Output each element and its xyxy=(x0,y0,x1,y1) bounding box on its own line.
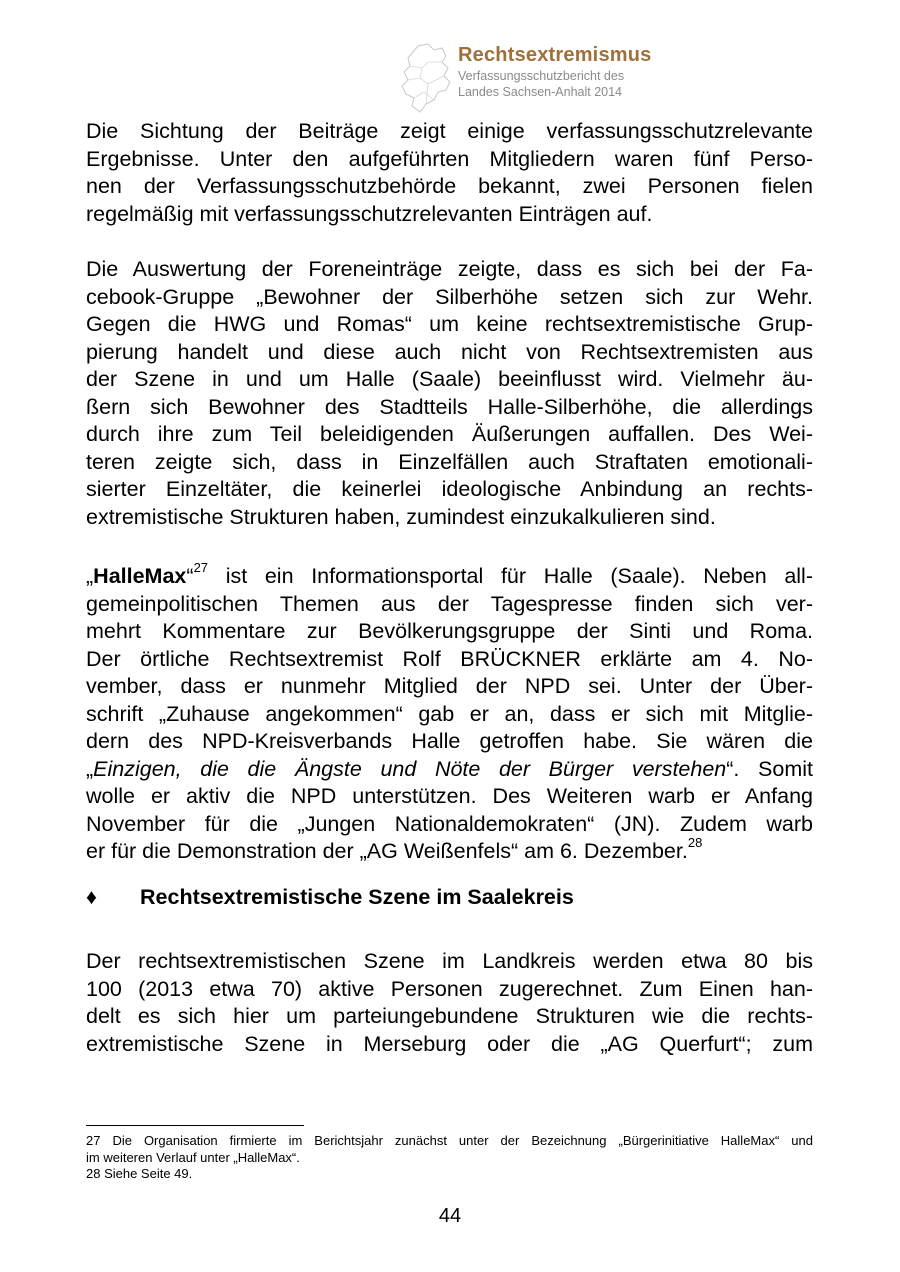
footnote-ref-27[interactable]: 27 xyxy=(193,559,209,575)
hallemax-name: HalleMax xyxy=(93,564,187,588)
text-line: gemeinpolitischen Themen aus der Tagespresse finden sich ver- xyxy=(86,591,813,616)
quote-open: „ xyxy=(86,756,94,781)
section-heading xyxy=(86,885,574,910)
text-line: Der rechtsextremistischen Szene im Landkreis werden etwa 80 bis xyxy=(86,949,813,973)
text-line: cebook-Gruppe „Bewohner der Silberhöhe setzen sich zur Wehr. xyxy=(86,284,813,309)
paragraph-3 xyxy=(86,559,813,866)
text-line xyxy=(86,559,813,591)
text-line: Ergebnisse. Unter den aufgeführten Mitgliedern waren fünf Perso- xyxy=(86,146,813,171)
footnote-divider xyxy=(86,1125,304,1126)
text-line: mehrt Kommentare zur Bevölkerungsgruppe der Sinti und Roma. xyxy=(86,619,813,643)
footnote-27-line1: 27 Die Organisation firmierte im Berichtsjahr zunächst unter der Bezeichnung „Bürgerinitiative HalleMax“ und xyxy=(86,1133,813,1148)
text-line xyxy=(86,834,813,866)
line-text: ist ein Informationsportal für Halle (Saale). Neben all- xyxy=(208,564,813,588)
section-heading-text: Rechtsextremistische Szene im Saalekreis xyxy=(140,885,574,909)
text-line: teren zeigte sich, dass in Einzelfällen auch Straftaten emotionali- xyxy=(86,449,813,474)
line-text: er für die Demonstration der „AG Weißenfels“ am 6. Dezember. xyxy=(86,839,688,863)
text-line: Die Auswertung der Foreneinträge zeigte, dass es sich bei der Fa- xyxy=(86,257,813,281)
quote-italic: Einzigen, die die Ängste und Nöte der Bürger verstehen xyxy=(93,756,727,781)
text-line: extremistische Szene in Merseburg oder die „AG Querfurt“; zum xyxy=(86,1031,813,1056)
text-line: Gegen die HWG und Romas“ um keine rechtsextremistische Grup- xyxy=(86,312,813,336)
header-subtitle-line2: Landes Sachsen-Anhalt 2014 xyxy=(458,85,623,99)
text-line: ßern sich Bewohner des Stadtteils Halle-Silberhöhe, die allerdings xyxy=(86,394,813,419)
saxony-anhalt-map-icon xyxy=(398,42,458,114)
text-line: vember, dass er nunmehr Mitglied der NPD sei. Unter der Über- xyxy=(86,674,813,698)
text-line xyxy=(86,756,813,784)
text-line: schrift „Zuhause angekommen“ gab er an, dass er sich mit Mitglie- xyxy=(86,701,813,726)
text-line: Der örtliche Rechtsextremist Rolf BRÜCKNER erklärte am 4. No- xyxy=(86,646,813,671)
diamond-bullet-icon: ♦ xyxy=(86,885,97,909)
page-number: 44 xyxy=(438,1205,462,1227)
text-line: nen der Verfassungsschutzbehörde bekannt, zwei Personen fielen xyxy=(86,174,813,198)
text-line: wolle er aktiv die NPD unterstützen. Des Weiteren warb er Anfang xyxy=(86,784,813,808)
footnote-ref-28[interactable]: 28 xyxy=(687,834,703,850)
paragraph-4 xyxy=(86,948,813,1058)
text-line: regelmäßig mit verfassungsschutzrelevanten Einträgen auf. xyxy=(86,201,653,226)
footnotes xyxy=(86,1133,813,1183)
document-header xyxy=(398,42,698,114)
footnote-28: 28 Siehe Seite 49. xyxy=(86,1166,193,1181)
header-title: Rechtsextremismus xyxy=(458,44,652,66)
open-quote: „ xyxy=(86,564,94,588)
text-line: delt es sich hier um parteiungebundene Strukturen wie die rechts- xyxy=(86,1004,813,1028)
text-line: 100 (2013 etwa 70) aktive Personen zugerechnet. Zum Einen han- xyxy=(86,976,813,1001)
text-line: dern des NPD-Kreisverbands Halle getroffen habe. Sie wären die xyxy=(86,729,813,753)
paragraph-1 xyxy=(86,118,813,228)
text-line: der Szene in und um Halle (Saale) beeinflusst wird. Vielmehr äu- xyxy=(86,367,813,391)
text-line: pierung handelt und diese auch nicht von Rechtsextremisten aus xyxy=(86,339,813,364)
text-line: Die Sichtung der Beiträge zeigt einige verfassungsschutzrelevante xyxy=(86,119,813,143)
text-line: extremistische Strukturen haben, zumindest einzukalkulieren sind. xyxy=(86,504,716,529)
text-line: durch ihre zum Teil beleidigenden Äußerungen auffallen. Des Wei- xyxy=(86,422,813,446)
text-line: November für die „Jungen Nationaldemokraten“ (JN). Zudem warb xyxy=(86,811,813,836)
header-subtitle-line1: Verfassungsschutzbericht des xyxy=(458,69,625,83)
close-quote: “ xyxy=(186,564,194,588)
text-line: sierter Einzeltäter, die keinerlei ideologische Anbindung an rechts- xyxy=(86,477,813,501)
footnote-27-line2: im weiteren Verlauf unter „HalleMax“. xyxy=(86,1149,300,1165)
paragraph-2 xyxy=(86,256,813,531)
quote-rest: “. Somit xyxy=(726,756,813,781)
